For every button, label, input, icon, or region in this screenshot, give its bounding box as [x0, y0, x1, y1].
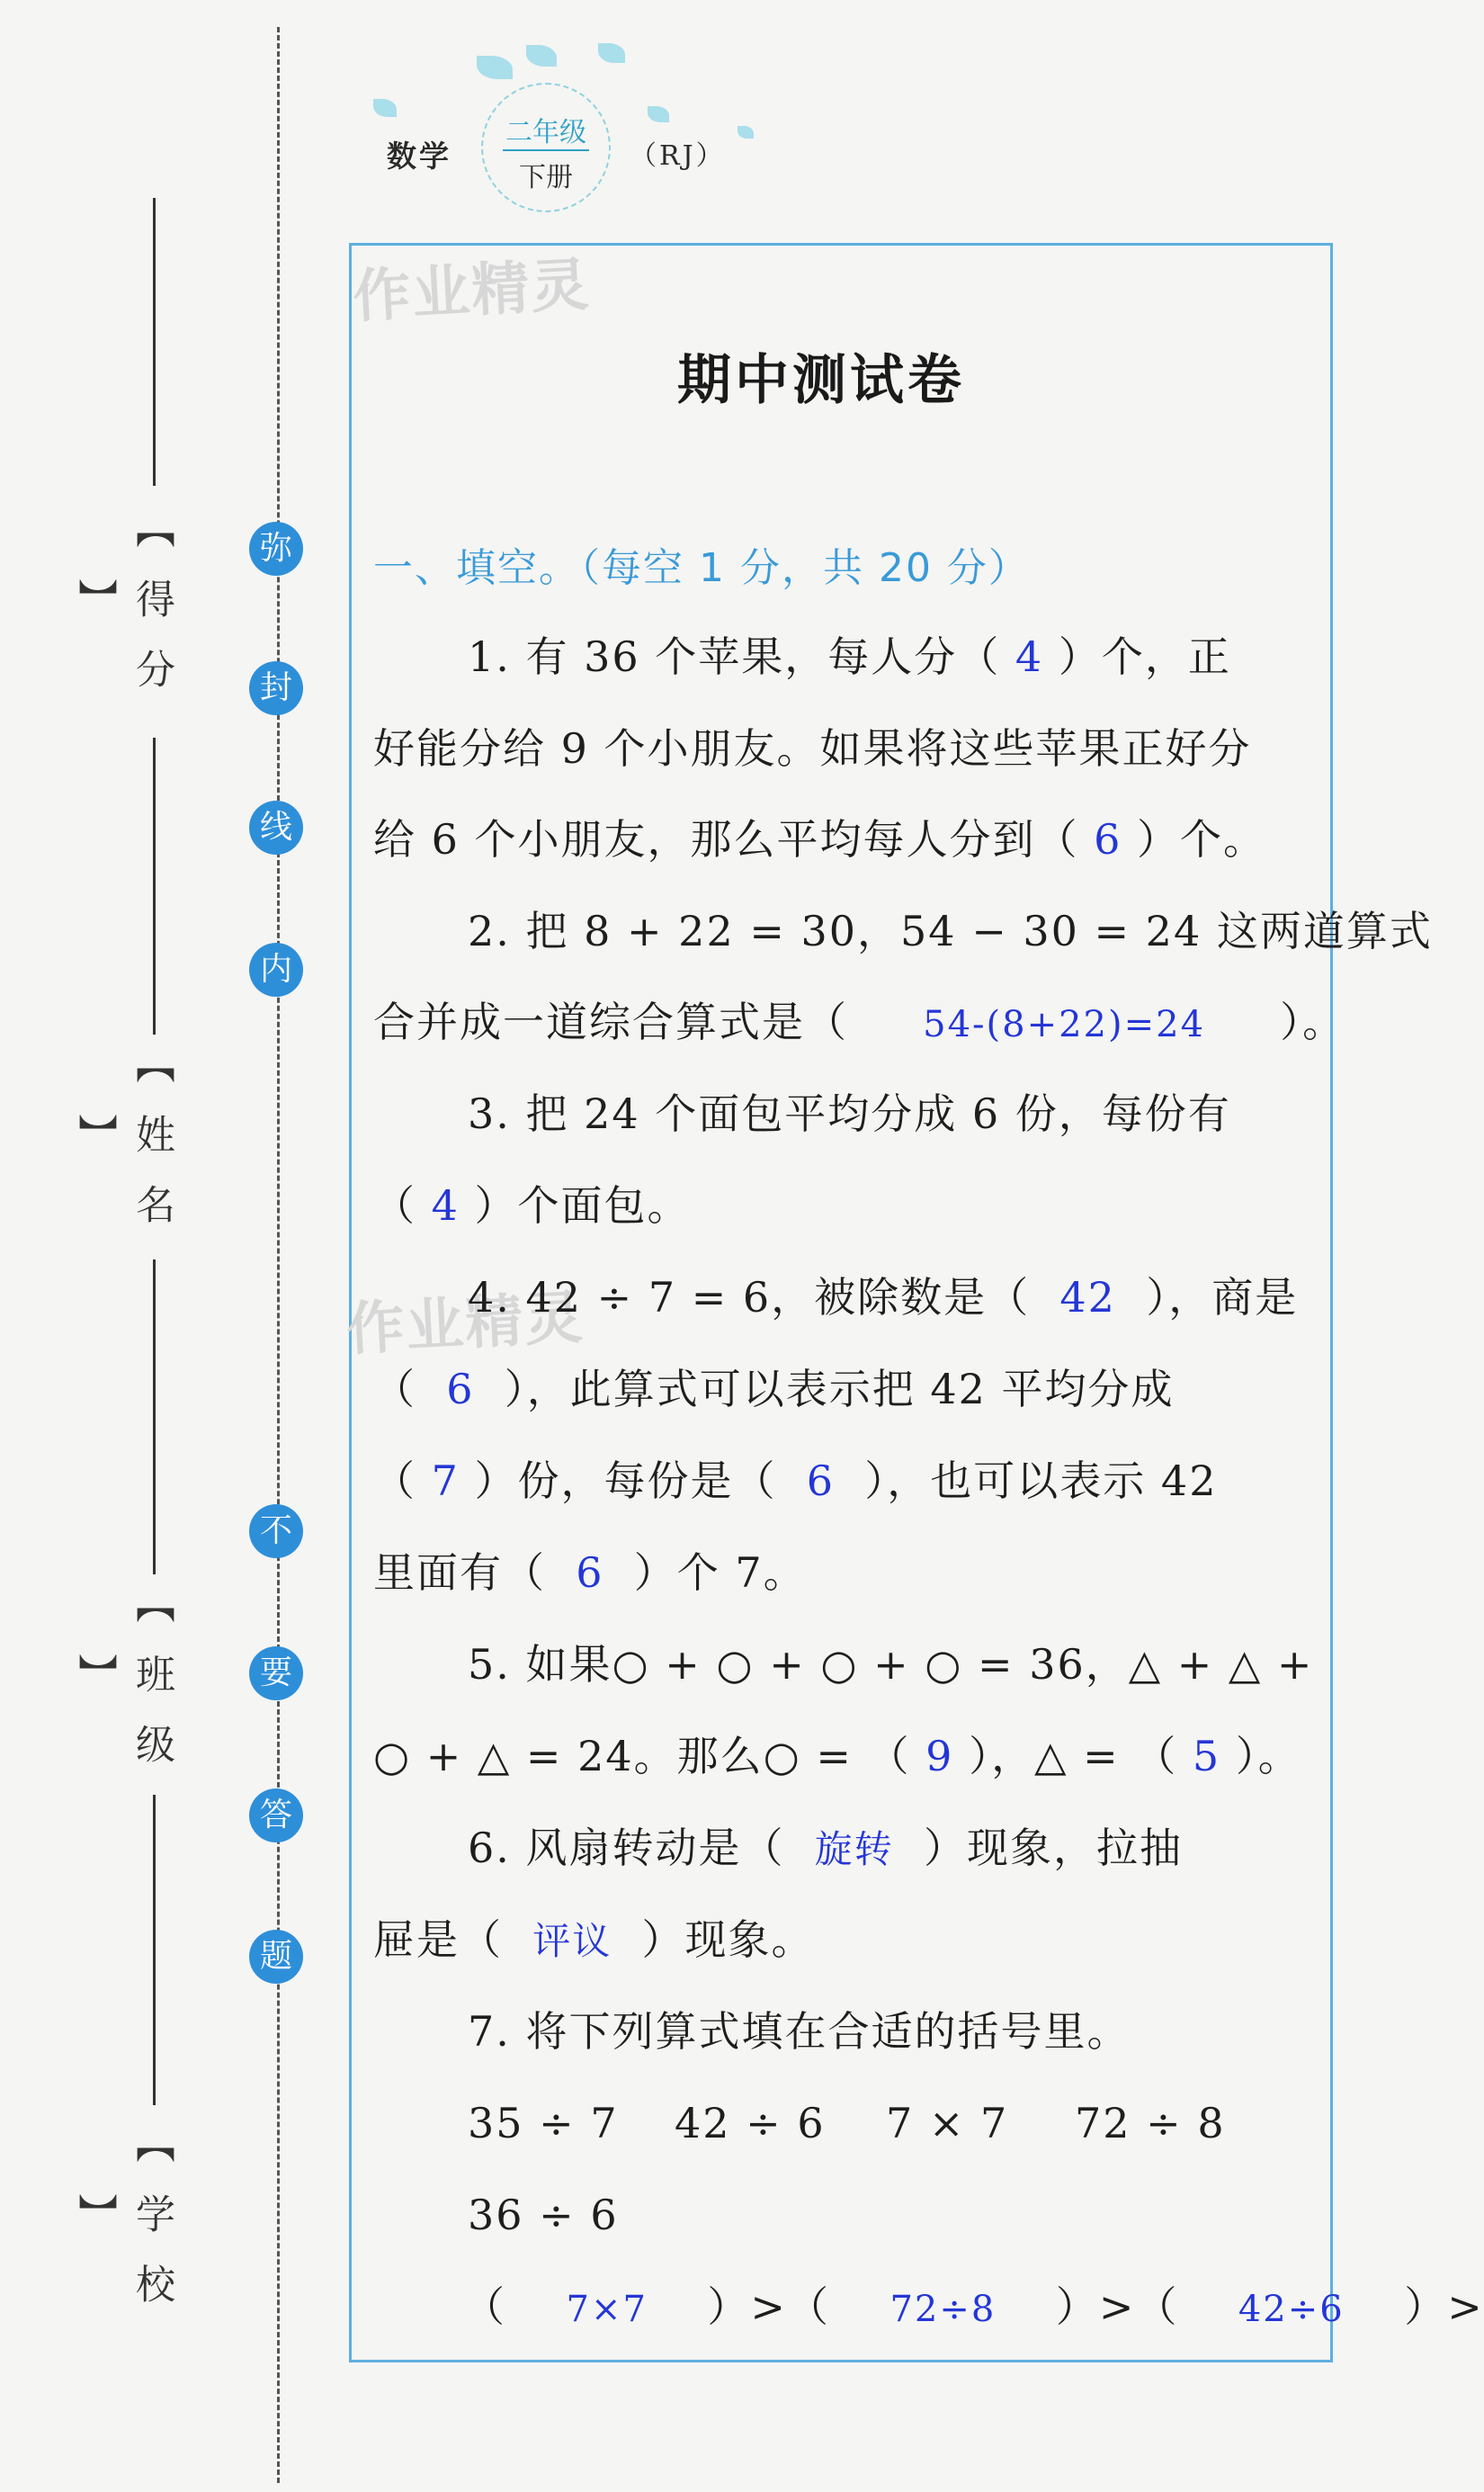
- subject-label: 数学: [387, 139, 451, 174]
- watermark: 作业精灵: [351, 252, 593, 331]
- question-line: 里面有（ 6 ）个 7。: [373, 1548, 807, 1597]
- expression: 7 × 7: [886, 2099, 1009, 2147]
- edition-label: （RJ）: [630, 140, 726, 172]
- seal-char: 内: [249, 943, 303, 997]
- seal-char: 不: [249, 1504, 303, 1558]
- answer: 7×7: [566, 2289, 648, 2330]
- answer: 6: [576, 1548, 604, 1597]
- expression: 42 ÷ 6: [675, 2099, 826, 2147]
- answer: 6: [806, 1457, 836, 1505]
- leaf-decoration: [477, 56, 513, 79]
- seal-char: 要: [249, 1646, 303, 1700]
- seal-char: 答: [249, 1788, 303, 1842]
- leaf-decoration: [526, 45, 557, 67]
- badge-divider: [503, 149, 589, 151]
- question-line: ○ + △ = 24。那么○ = （ 9 ），△ = （ 5 ）。: [373, 1732, 1301, 1780]
- answer: 4: [431, 1181, 460, 1230]
- question-line: 3. 把 24 个面包平均分成 6 份，每份有: [468, 1089, 1231, 1138]
- name-field-label: 【 姓 名 】: [71, 1044, 174, 1233]
- expression: 72 ÷ 8: [1075, 2099, 1226, 2147]
- school-field-label: 【 学 校 】: [71, 2123, 174, 2312]
- question-line: 合并成一道综合算式是（ 54-(8+22)=24 ）。: [373, 998, 1346, 1046]
- question-line: 1. 有 36 个苹果，每人分（ 4 ）个，正: [468, 632, 1231, 681]
- question-line: 5. 如果○ + ○ + ○ + ○ = 36，△ + △ +: [468, 1640, 1314, 1689]
- question-line: 2. 把 8 + 22 = 30，54 − 30 = 24 这两道算式: [468, 907, 1433, 955]
- answer: 5: [1192, 1732, 1221, 1780]
- seal-char: 弥: [249, 522, 303, 576]
- seal-char: 题: [249, 1930, 303, 1984]
- grade-label: 二年级: [505, 117, 586, 148]
- exam-title: 期中测试卷: [677, 349, 965, 412]
- answer: 4: [1015, 632, 1044, 681]
- answer: 9: [925, 1732, 954, 1780]
- question-line: （ 7 ）份，每份是（ 6 ），也可以表示 42: [373, 1457, 1218, 1505]
- section-heading: 一、填空。（每空 1 分，共 20 分）: [373, 545, 1030, 591]
- answer: 评议: [532, 1919, 612, 1963]
- ordering-line: （ 7×7 ）>（ 72÷8 ）>（ 42÷6 ）>: [463, 2282, 1484, 2331]
- seal-dashed-line: [277, 27, 280, 2483]
- grade-badge: [481, 83, 611, 212]
- answer: 6: [1094, 815, 1122, 864]
- leaf-decoration: [598, 43, 625, 63]
- score-field-label: 【 得 分 】: [71, 508, 174, 697]
- name-underline: [153, 738, 156, 1035]
- answer: 7: [431, 1457, 460, 1505]
- question-line: 7. 将下列算式填在合适的括号里。: [468, 2007, 1131, 2056]
- class-underline: [153, 1259, 156, 1574]
- score-underline: [153, 198, 156, 486]
- answer: 42: [1059, 1273, 1116, 1322]
- leaf-decoration: [738, 126, 754, 139]
- volume-label: 下册: [519, 162, 573, 193]
- question-line: （ 4 ）个面包。: [373, 1181, 691, 1230]
- answer: 72÷8: [890, 2289, 997, 2330]
- answer: 旋转: [814, 1827, 894, 1871]
- expression: 36 ÷ 6: [468, 2191, 619, 2239]
- answer: 54-(8+22)=24: [923, 1004, 1206, 1045]
- question-line: 屉是（ 评议 ）现象。: [373, 1915, 815, 1964]
- school-underline: [153, 1795, 156, 2105]
- question-line: （ 6 ），此算式可以表示把 42 平均分成: [373, 1365, 1175, 1413]
- leaf-decoration: [648, 106, 669, 122]
- expression: 35 ÷ 7: [468, 2099, 619, 2147]
- class-field-label: 【 班 级 】: [71, 1583, 174, 1772]
- question-line: 给 6 个小朋友，那么平均每人分到（ 6 ）个。: [373, 815, 1267, 864]
- answer: 42÷6: [1238, 2289, 1345, 2330]
- leaf-decoration: [373, 99, 397, 117]
- seal-char: 线: [249, 801, 303, 855]
- watermark: 作业精灵: [344, 1285, 586, 1364]
- seal-char: 封: [249, 661, 303, 715]
- question-line: 好能分给 9 个小朋友。如果将这些苹果正好分: [373, 724, 1252, 773]
- question-line: 4. 42 ÷ 7 = 6，被除数是（ 42 ），商是: [468, 1273, 1299, 1322]
- answer: 6: [446, 1365, 475, 1413]
- question-line: 6. 风扇转动是（ 旋转 ）现象，拉抽: [468, 1824, 1184, 1872]
